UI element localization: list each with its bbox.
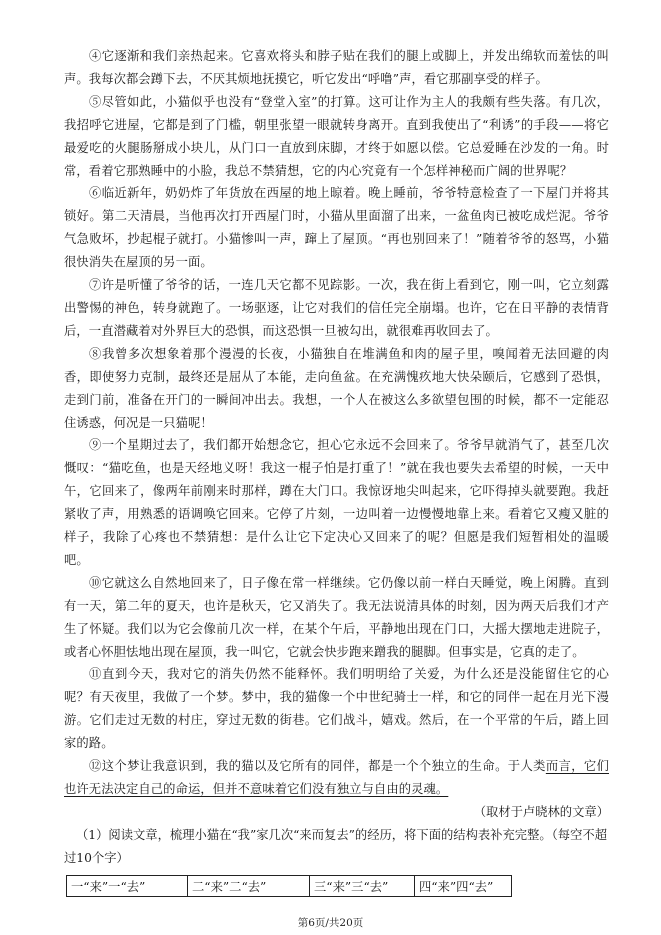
paragraph-4: ④它逐渐和我们亲热起来。它喜欢将头和脖子贴在我们的腿上或脚上，并发出绵软而羞怯的叫声。我每次都会蹲下去，不厌其烦地抚摸它，听它发出“呼噜”声，看它那副享受的样子。: [64, 49, 609, 86]
paragraph-7: ⑦许是听懂了爷爷的话，一连几天它都不见踪影。一次，我在街上看到它，刚一叫，它立刻露出警惕的神色，转身就跑了。一场驱逐，让它对我们的信任完全崩塌。也许，它在日平静的表情背后，一直潜藏着对外界巨大的恐惧，而这恐惧一旦被勾出，就很难再收回去了。: [64, 278, 609, 338]
paragraph-8: ⑧我曾多次想象着那个漫漫的长夜，小猫独自在堆满鱼和肉的屋子里，嗅闻着无法回避的肉香，即使努力克制，最终还是屈从了本能，走向鱼盆。在充满愧疚地大快朵颐后，它感到了恐惧，走到门前，准备在开门的一瞬间冲出去。我想，一个人在被这么多欲望包围的时候，都不一定能忍住诱惑，何况是一只猫呢！: [64, 346, 609, 430]
page-footer: 第6页/共20页: [297, 917, 364, 929]
table-cell-2[interactable]: 二“来”二“去”: [188, 875, 310, 896]
paragraph-5: ⑤尽管如此，小猫似乎也没有“登堂入室”的打算。这可让作为主人的我颇有些失落。有几次，我招呼它进屋，它都是到了门槛，朝里张望一眼就转身离开。直到我使出了“利诱”的手段——将它最爱吃的火腿肠掰成小块儿，从门口一直放到床脚，才终于如愿以偿。它总爱睡在沙发的一角。时常，看着它那熟睡中的小脸，我总不禁猜想，它的内心究竟有一个怎样神秘而广阔的世界呢？: [64, 94, 609, 178]
table-row: [67, 875, 512, 896]
paragraph-10: ⑩它就这么自然地回来了，日子像在常一样继续。它仍像以前一样白天睡觉，晚上闲腾。直到有一天，第二年的夏天，也许是秋天，它又消失了。我无法说清具体的时刻，因为两天后我们才产生了怀疑。我们以为它会像前几次一样，在某个午后，平静地出现在门口，大摇大摆地走进院子，或者心怀胆怯地出现在屋顶，我一叫它，它就会快步跑来蹭我的腿脚。但事实是，它真的走了。: [64, 575, 609, 659]
paragraph-11: ⑪直到今天，我对它的消失仍然不能释怀。我们明明给了关爱，为什么还是没能留住它的心呢？有天夜里，我做了一个梦。梦中，我的猫像一个中世纪骑士一样，和它的同伴一起在月光下漫游。它们走过无数的村庄，穿过无数的街巷。它们战斗，嬉戏。然后，在一个平常的午后，踏上回家的路。: [64, 667, 609, 751]
source-citation: （取材于卢晓林的文章）: [473, 804, 609, 819]
paragraph-12-plain: ⑫这个梦让我意识到，我的猫以及它所有的同伴，都是一个个独立的生命。于人类: [89, 759, 546, 774]
paragraph-12: [64, 755, 609, 801]
paragraph-9: ⑨一个星期过去了，我们都开始想念它，担心它永远不会回来了。爷爷早就消气了，甚至几次慨叹：“猫吃鱼，也是天经地义呀！我这一棍子怕是打重了！”就在我也要失去希望的时候，一天中午，它回来了，像两年前刚来时那样，蹲在大门口。我惊讶地尖叫起来，它吓得掉头就要跑。我赶紧收了声，用熟悉的语调唤它回来。它停了片刻，一边叫着一边慢慢地靠上来。看着它又瘦又脏的样子，我除了心疼也不禁猜想：是什么让它下定决心又回来了的呢？但愿是我们短暂相处的温暖吧。: [64, 438, 609, 567]
table-cell-4[interactable]: 四“来”四“去”: [415, 875, 512, 896]
question-1: （1）阅读文章，梳理小猫在“我”家几次“来而复去”的经历，将下面的结构表补充完整。（每空不超过10个字）: [64, 827, 607, 865]
underlined-sentence: 而言，它们也许无法决定自己的命运，但并不意味着它们没有独立与自由的灵魂。: [64, 759, 609, 796]
table-cell-1[interactable]: 一“来”一“去”: [67, 875, 188, 896]
paragraph-6: ⑥临近新年，奶奶炸了年货放在西屋的地上晾着。晚上睡前，爷爷特意检查了一下屋门并将其锁好。第二天清晨，当他再次打开西屋门时，小猫从里面溜了出来，一盆鱼肉已被吃成烂泥。爷爷气急败坏，抄起棍子就打。小猫惨叫一声，蹿上了屋顶。“再也别回来了！”随着爷爷的怒骂，小猫很快消失在屋顶的另一面。: [64, 186, 609, 270]
structure-table: [66, 875, 512, 897]
table-cell-3[interactable]: 三“来”三“去”: [310, 875, 415, 896]
article-body: [64, 45, 609, 897]
